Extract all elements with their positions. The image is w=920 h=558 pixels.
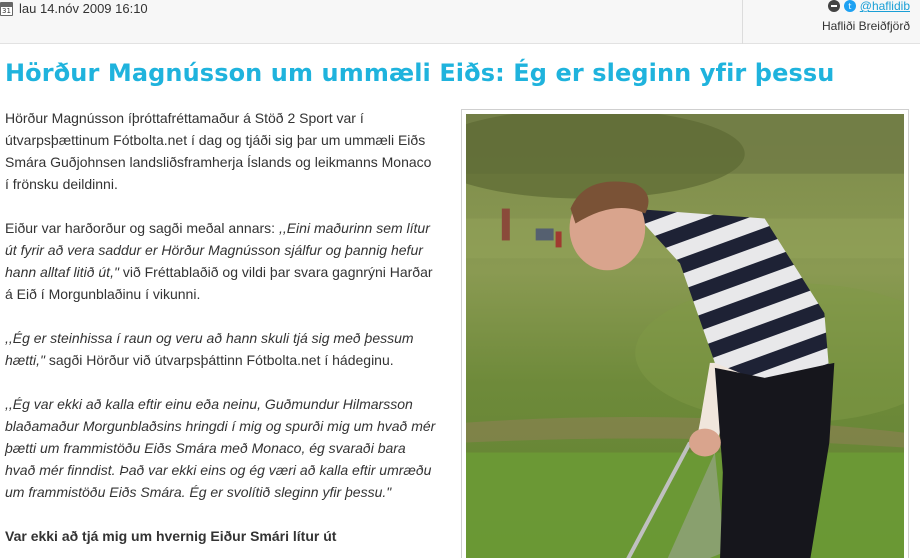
article-body (5, 107, 437, 558)
paragraph-4: ,,Ég var ekki að kalla eftir einu eða neinu, Guðmundur Hilmarsson blaðamaður Morgunblaðsins hringdi í mig og spurði mig um hvað mér þætti um frammistöðu Eiðs Smára með Monaco, ég svaraði bara hvað mér finndist. Það var ekki eins og ég væri að kalla eftir umræðu um frammistöðu Eiðs Smára. Ég er svolítið sleginn yfir þessu." (5, 396, 436, 500)
article-photo (461, 109, 909, 558)
twitter-icon[interactable]: t (844, 0, 856, 12)
email-icon[interactable] (828, 0, 840, 12)
paragraph-3: ,,Ég er steinhissa í raun og veru að hann skuli tjá sig með þessum hætti," sagði Hörður við útvarpsþáttinn Fótbolta.net í hádeginu. (5, 330, 414, 368)
top-bar (0, 0, 920, 44)
twitter-handle-link[interactable]: @haflidib (859, 0, 910, 13)
paragraph-2: Eiður var harðorður og sagði meðal annars: ,,Eini maðurinn sem lítur út fyrir að vera saddur er Hörður Magnússon sjálfur og þannig hefur hann alltaf litið út," við Fréttablaðið og vildi þar svara gagnrýni Harðar á Eið í Morgunblaðinu í vikunni. (5, 220, 433, 302)
divider (742, 0, 743, 44)
paragraph-1: Hörður Magnússon íþróttafréttamaður á Stöð 2 Sport var í útvarpsþættinum Fótbolta.net í dag og tjáði sig þar um ummæli Eiðs Smára Guðjohnsen landsliðsframherja Íslands og leikmanns Monaco í frönsku deildinni. (5, 110, 432, 192)
calendar-icon: 31 (0, 2, 13, 16)
article-headline: Hörður Magnússon um ummæli Eiðs: Ég er sleginn yfir þessu (5, 59, 835, 87)
author-name: Hafliði Breiðfjörð (821, 19, 910, 33)
paragraph-5: Var ekki að tjá mig um hvernig Eiður Smári lítur út (5, 528, 337, 544)
article-date (0, 1, 148, 16)
golfer-photo (466, 114, 904, 558)
author-box (822, 0, 910, 33)
social-row (822, 0, 910, 13)
date-text: lau 14.nóv 2009 16:10 (19, 1, 148, 16)
